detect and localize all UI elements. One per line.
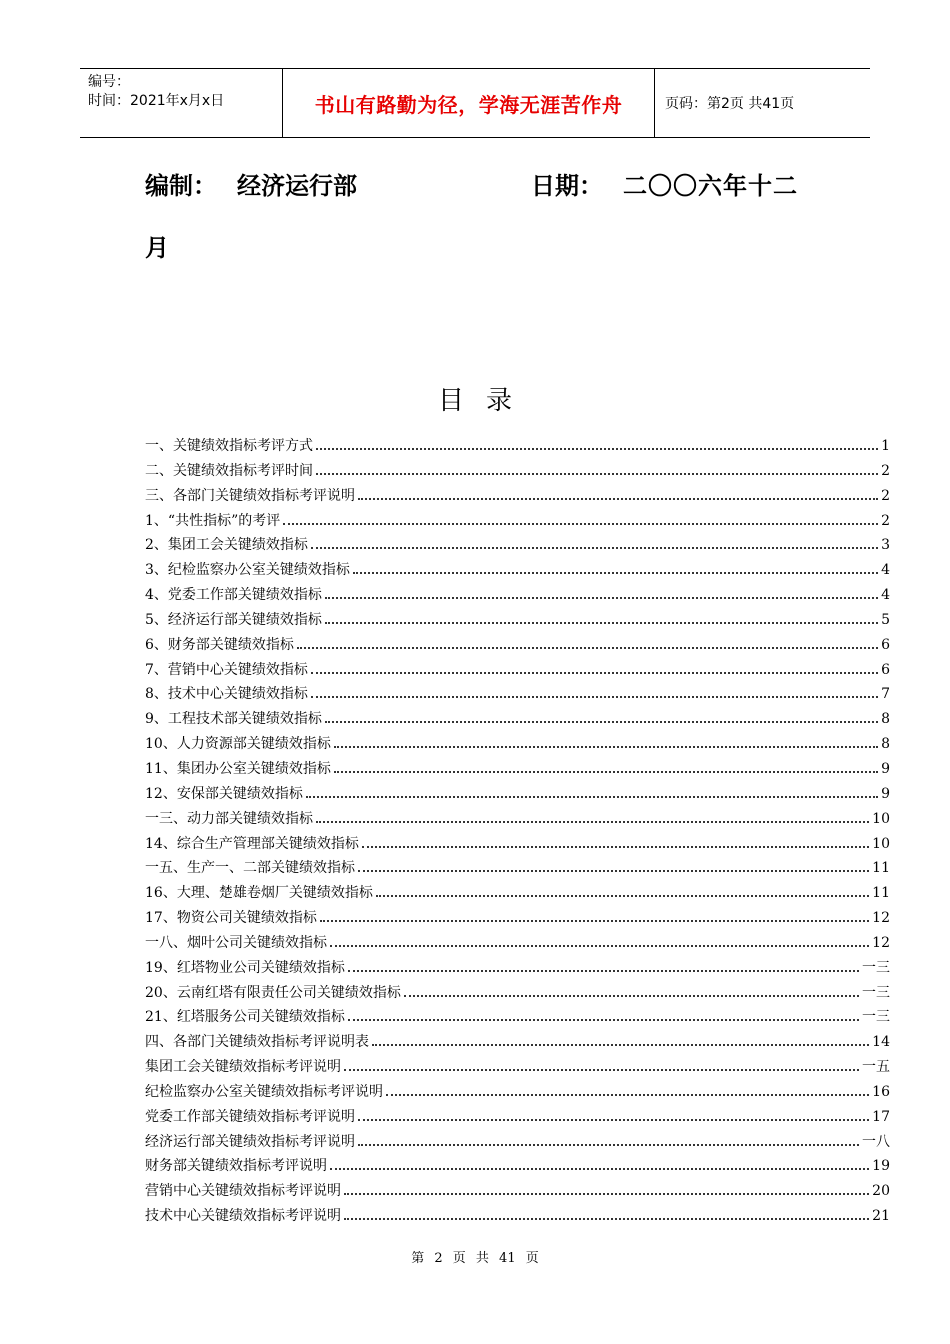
toc-entry-page: 6	[881, 636, 890, 653]
toc-entry[interactable]	[145, 732, 890, 757]
toc-entry-page: 一三	[862, 959, 890, 976]
toc-entry-text: 技术中心关键绩效指标考评说明	[145, 1208, 341, 1225]
toc-entry-page: 12	[872, 934, 890, 951]
toc-leader-dots	[348, 970, 859, 972]
toc-entry-page: 10	[872, 810, 890, 827]
toc-entry-text: 7、营销中心关键绩效指标	[145, 661, 308, 678]
toc-entry[interactable]	[145, 1030, 890, 1055]
toc-entry[interactable]	[145, 1204, 890, 1229]
date-value: 二〇〇六年十二	[623, 172, 798, 200]
toc-entry-page: 9	[881, 785, 890, 802]
toc-entry[interactable]	[145, 608, 890, 633]
toc-leader-dots	[297, 647, 878, 649]
toc-entry[interactable]	[145, 1130, 890, 1155]
toc-entry-text: 一、关键绩效指标考评方式	[145, 438, 313, 454]
toc-entry[interactable]	[145, 782, 890, 807]
toc-leader-dots	[311, 672, 878, 674]
header-page-info: 页码：第2页 共41页	[665, 96, 795, 112]
toc-entry-page: 2	[881, 462, 890, 479]
toc-entry-page: 12	[872, 910, 890, 927]
toc-entry-text: 一五、生产一、二部关键绩效指标	[145, 860, 355, 877]
toc-entry[interactable]	[145, 1005, 890, 1030]
toc-leader-dots	[344, 1069, 859, 1071]
toc-leader-dots	[362, 846, 869, 848]
toc-entry[interactable]	[145, 658, 890, 683]
toc-leader-dots	[311, 547, 878, 549]
toc-entry[interactable]	[145, 434, 890, 459]
toc-leader-dots	[358, 1119, 869, 1121]
toc-entry[interactable]	[145, 459, 890, 484]
toc-leader-dots	[358, 870, 869, 872]
header-motto: 书山有路勤为径，学海无涯苦作舟	[282, 69, 655, 137]
toc-entry-page: 14	[872, 1034, 890, 1051]
toc-entry-page: 3	[881, 537, 890, 554]
toc-entry[interactable]	[145, 1055, 890, 1080]
toc-entry[interactable]	[145, 906, 890, 931]
toc-entry-text: 19、红塔物业公司关键绩效指标	[145, 959, 345, 976]
toc-leader-dots	[376, 895, 869, 897]
toc-entry-text: 21、红塔服务公司关键绩效指标	[145, 1009, 345, 1026]
toc-leader-dots	[330, 1168, 869, 1170]
toc-entry-text: 5、经济运行部关键绩效指标	[145, 611, 322, 628]
toc-leader-dots	[316, 821, 869, 823]
toc-entry[interactable]	[145, 757, 890, 782]
toc-entry-page: 4	[881, 562, 890, 579]
date-value-continued: 月	[145, 234, 169, 262]
toc-leader-dots	[353, 572, 878, 574]
toc-entry[interactable]	[145, 881, 890, 906]
toc-entry-text: 经济运行部关键绩效指标考评说明	[145, 1133, 355, 1150]
toc-entry-text: 营销中心关键绩效指标考评说明	[145, 1183, 341, 1200]
toc-entry-text: 财务部关键绩效指标考评说明	[145, 1158, 327, 1175]
toc-leader-dots	[372, 1044, 869, 1046]
toc-entry-text: 11、集团办公室关键绩效指标	[145, 760, 331, 777]
toc-leader-dots	[358, 498, 878, 500]
toc-entry-text: 3、纪检监察办公室关键绩效指标	[145, 562, 350, 579]
toc-leader-dots	[306, 796, 878, 798]
toc-entry-text: 二、关键绩效指标考评时间	[145, 462, 313, 479]
toc-entry-page: 5	[881, 611, 890, 628]
toc-entry-page: 20	[872, 1183, 890, 1200]
toc-entry-text: 四、各部门关键绩效指标考评说明表	[145, 1034, 369, 1051]
toc-leader-dots	[358, 1144, 859, 1146]
toc-entry[interactable]	[145, 509, 890, 534]
toc-entry-text: 9、工程技术部关键绩效指标	[145, 711, 322, 728]
toc-leader-dots	[316, 473, 878, 475]
toc-entry-page: 11	[872, 885, 890, 902]
toc-entry-page: 21	[872, 1208, 890, 1225]
toc-entry-page: 19	[872, 1158, 890, 1175]
toc-entry[interactable]	[145, 956, 890, 981]
toc-leader-dots	[334, 771, 878, 773]
toc-entry-page: 7	[881, 686, 890, 703]
toc-entry[interactable]	[145, 981, 890, 1006]
toc-entry[interactable]	[145, 1105, 890, 1130]
compile-info	[145, 166, 845, 262]
toc-entry[interactable]	[145, 583, 890, 608]
toc-entry-text: 14、综合生产管理部关键绩效指标	[145, 835, 359, 852]
compiler-value: 经济运行部	[237, 172, 357, 200]
toc-entry[interactable]	[145, 484, 890, 509]
toc-entry-page: 11	[872, 860, 890, 877]
toc-entry-text: 2、集团工会关键绩效指标	[145, 537, 308, 554]
toc-entry-page: 10	[872, 835, 890, 852]
toc-entry-text: 三、各部门关键绩效指标考评说明	[145, 487, 355, 504]
toc-leader-dots	[344, 1218, 869, 1220]
toc-leader-dots	[386, 1094, 869, 1096]
toc-entry[interactable]	[145, 707, 890, 732]
toc-entry-text: 6、财务部关键绩效指标	[145, 636, 294, 653]
toc-entry-text: 20、云南红塔有限责任公司关键绩效指标	[145, 984, 401, 1001]
toc-leader-dots	[404, 995, 859, 997]
toc-entry[interactable]	[145, 633, 890, 658]
toc-entry[interactable]	[145, 533, 890, 558]
toc-entry[interactable]	[145, 931, 890, 956]
page-footer: 第 2 页 共 41 页	[411, 1251, 539, 1266]
toc-entry-page: 16	[872, 1083, 890, 1100]
toc-entry-text: 一八、烟叶公司关键绩效指标	[145, 934, 327, 951]
toc-entry-text: 党委工作部关键绩效指标考评说明	[145, 1108, 355, 1125]
toc-leader-dots	[330, 945, 869, 947]
toc-entry[interactable]	[145, 1080, 890, 1105]
toc-entry-text: 16、大理、楚雄卷烟厂关键绩效指标	[145, 885, 373, 902]
toc-entry-text: 集团工会关键绩效指标考评说明	[145, 1059, 341, 1076]
toc-leader-dots	[316, 448, 878, 450]
toc-entry[interactable]	[145, 1179, 890, 1204]
toc-entry[interactable]	[145, 832, 890, 857]
toc-leader-dots	[311, 696, 878, 698]
toc-entry-page: 4	[881, 587, 890, 604]
toc-leader-dots	[325, 622, 878, 624]
toc-leader-dots	[325, 597, 878, 599]
toc-title: 目录	[437, 386, 534, 416]
toc-entry[interactable]	[145, 682, 890, 707]
toc-entry-text: 4、党委工作部关键绩效指标	[145, 587, 322, 604]
toc-leader-dots	[283, 523, 878, 525]
toc-entry-page: 一八	[862, 1133, 890, 1150]
toc-entry-page: 2	[881, 487, 890, 504]
page-header	[80, 68, 870, 138]
document-time: 时间：2021年x月x日	[88, 93, 225, 109]
toc-entry-page: 1	[881, 438, 890, 454]
toc-leader-dots	[325, 721, 878, 723]
toc-entry-page: 6	[881, 661, 890, 678]
toc-entry-text: 10、人力资源部关键绩效指标	[145, 736, 331, 753]
toc-leader-dots	[320, 920, 869, 922]
toc-entry-text: 17、物资公司关键绩效指标	[145, 910, 317, 927]
toc-entry[interactable]	[145, 856, 890, 881]
toc-entry-page: 8	[881, 736, 890, 753]
toc-entry-text: 8、技术中心关键绩效指标	[145, 686, 308, 703]
document-number-label: 编号：	[88, 74, 130, 90]
toc-leader-dots	[348, 1019, 859, 1021]
toc-leader-dots	[344, 1193, 869, 1195]
toc-entry-page: 一三	[862, 1009, 890, 1026]
toc-entry[interactable]	[145, 1154, 890, 1179]
toc-entry-page: 8	[881, 711, 890, 728]
compiler-label: 编制：	[145, 172, 217, 200]
toc-entry-text: 纪检监察办公室关键绩效指标考评说明	[145, 1083, 383, 1100]
toc-entry[interactable]	[145, 558, 890, 583]
toc-entry[interactable]	[145, 807, 890, 832]
toc-entry-text: 1、“共性指标”的考评	[145, 512, 281, 529]
toc-entry-page: 一三	[862, 984, 890, 1001]
date-label: 日期：	[531, 172, 603, 200]
table-of-contents	[145, 434, 890, 1229]
toc-entry-page: 一五	[862, 1059, 890, 1076]
toc-entry-page: 9	[881, 760, 890, 777]
toc-leader-dots	[334, 746, 878, 748]
toc-entry-text: 一三、动力部关键绩效指标	[145, 810, 313, 827]
toc-entry-text: 12、安保部关键绩效指标	[145, 785, 303, 802]
header-meta	[80, 69, 282, 137]
toc-entry-page: 17	[872, 1108, 890, 1125]
toc-entry-page: 2	[881, 512, 890, 529]
